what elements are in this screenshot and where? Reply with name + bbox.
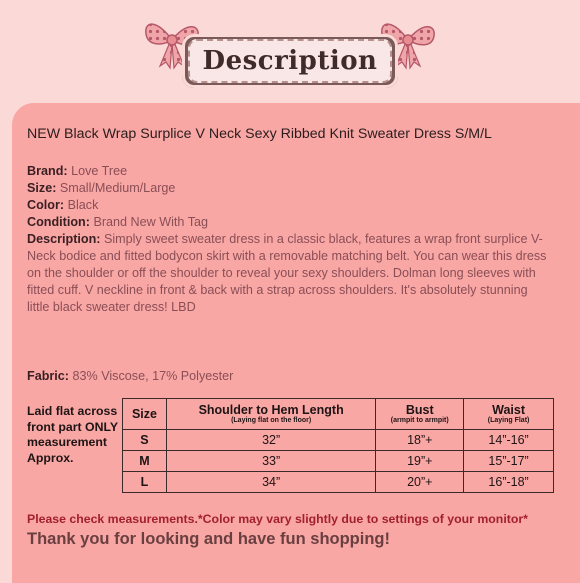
header-bust-sub: (armpit to armpit): [390, 416, 449, 424]
cell-length: 32”: [166, 430, 375, 451]
cell-size: L: [123, 472, 167, 493]
header-length: Shoulder to Hem Length (Laying flat on the floor): [166, 399, 375, 430]
spec-value: Love Tree: [71, 164, 128, 178]
spec-value: Black: [67, 198, 99, 212]
spec-value: Small/Medium/Large: [59, 181, 176, 195]
cell-length: 33”: [166, 451, 375, 472]
spec-brand: [27, 163, 547, 180]
table-row: [123, 430, 554, 451]
spec-description: [27, 231, 547, 316]
fabric-line: [27, 369, 233, 383]
header-waist: Waist (Laying Flat): [464, 399, 554, 430]
header-waist-sub: (Laying Flat): [487, 416, 530, 424]
cell-bust: 19”+: [376, 451, 464, 472]
spec-color: [27, 197, 547, 214]
header-length-sub: (Laying flat on the floor): [231, 416, 312, 424]
spec-size: [27, 180, 547, 197]
table-row: [123, 472, 554, 493]
table-row: [123, 451, 554, 472]
header-bust: Bust (armpit to armpit): [376, 399, 464, 430]
cell-size: S: [123, 430, 167, 451]
measurement-table: [122, 398, 554, 493]
cell-bust: 18”+: [376, 430, 464, 451]
cell-bust: 20”+: [376, 472, 464, 493]
spec-label: Color:: [27, 198, 65, 212]
spec-label: Description:: [27, 232, 101, 246]
page-title: Description: [202, 46, 378, 76]
spec-list: [27, 163, 547, 316]
banner-frame: [182, 34, 398, 88]
cell-waist: 16”-18”: [464, 472, 554, 493]
spec-value: Simply sweet sweater dress in a classic black, features a wrap front surplice V-Neck bodice and fitted bodycon skirt with a removable matching belt. You can wear this dress on the shoulder or off the shoulder to reveal your sexy shoulders. Dolman long sleeves with fitted cuff. V neckline in front & back with a strap across shoulders. It's absolutely stunning little black sweater dress! LBD: [27, 232, 547, 314]
spec-value: Brand New With Tag: [93, 215, 209, 229]
spec-label: Size:: [27, 181, 57, 195]
measurement-note: Laid flat across front part ONLY measurement Approx.: [27, 404, 118, 465]
cell-size: M: [123, 451, 167, 472]
cell-waist: 15”-17”: [464, 451, 554, 472]
spec-label: Condition:: [27, 215, 90, 229]
disclaimer: Please check measurements.*Color may vary slightly due to settings of your monitor*: [27, 512, 528, 526]
thank-you-message: Thank you for looking and have fun shopping!: [27, 530, 390, 548]
fabric-label: Fabric:: [27, 369, 69, 383]
fabric-value: 83% Viscose, 17% Polyester: [72, 369, 234, 383]
header-banner: [140, 14, 440, 94]
spec-label: Brand:: [27, 164, 68, 178]
header-size: Size: [123, 399, 167, 430]
spec-condition: [27, 214, 547, 231]
cell-length: 34”: [166, 472, 375, 493]
table-header-row: [123, 399, 554, 430]
banner-label: [188, 39, 392, 83]
listing-title: NEW Black Wrap Surplice V Neck Sexy Ribbed Knit Sweater Dress S/M/L: [27, 126, 492, 142]
cell-waist: 14”-16”: [464, 430, 554, 451]
